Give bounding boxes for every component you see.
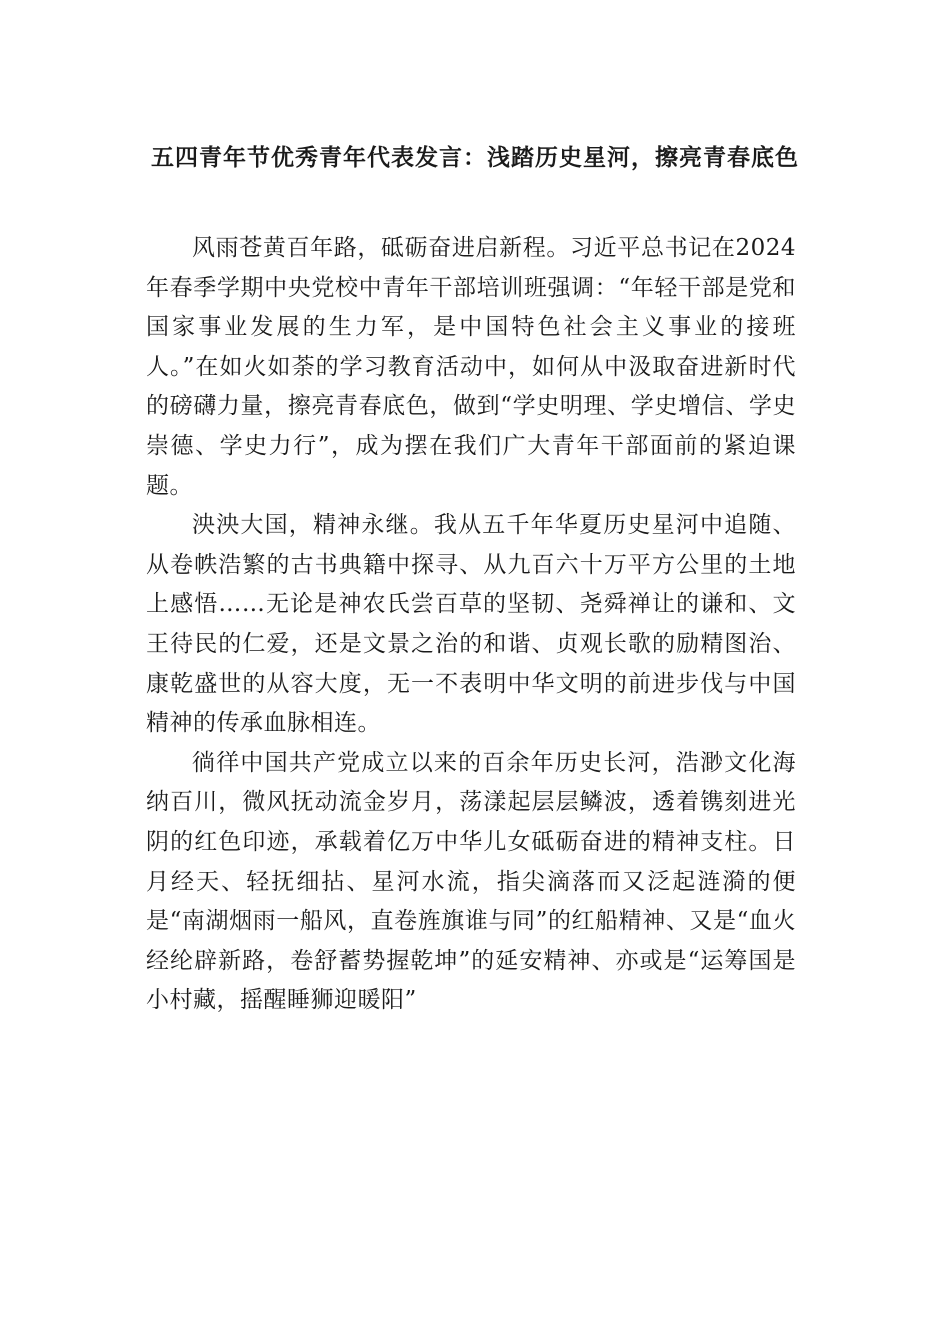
document-body <box>146 229 796 1021</box>
paragraph-1: 风雨苍黄百年路，砥砺奋进启新程。习近平总书记在2024年春季学期中央党校中青年干部培训班强调：“年轻干部是党和国家事业发展的生力军，是中国特色社会主义事业的接班人。”在如火如荼的学习教育活动中，如何从中汲取奋进新时代的磅礴力量，擦亮青春底色，做到“学史明理、学史增信、学史崇德、学史力行”，成为摆在我们广大青年干部面前的紧迫课题。 <box>146 235 796 499</box>
paragraph-3: 徜徉中国共产党成立以来的百余年历史长河，浩渺文化海纳百川，微风抚动流金岁月，荡漾起层层鳞波，透着镌刻进光阴的红色印迹，承载着亿万中华儿女砥砺奋进的精神支柱。日月经天、轻抚细拈、星河水流，指尖滴落而又泛起涟漪的便是“南湖烟雨一船风，直卷旌旗谁与同”的红船精神、又是“血火经纶辟新路，卷舒蓄势握乾坤”的延安精神、亦或是“运筹国是小村藏，摇醒睡狮迎暖阳” <box>146 749 796 1014</box>
document-title: 五四青年节优秀青年代表发言：浅踏历史星河，擦亮青春底色 <box>151 145 799 171</box>
paragraph-2: 泱泱大国，精神永继。我从五千年华夏历史星河中追随、从卷帙浩繁的古书典籍中探寻、从九百六十万平方公里的土地上感悟……无论是神农氏尝百草的坚韧、尧舜禅让的谦和、文王待民的仁爱，还是文景之治的和谐、贞观长歌的励精图治、康乾盛世的从容大度，无一不表明中华文明的前进步伐与中国精神的传承血脉相连。 <box>146 512 796 737</box>
